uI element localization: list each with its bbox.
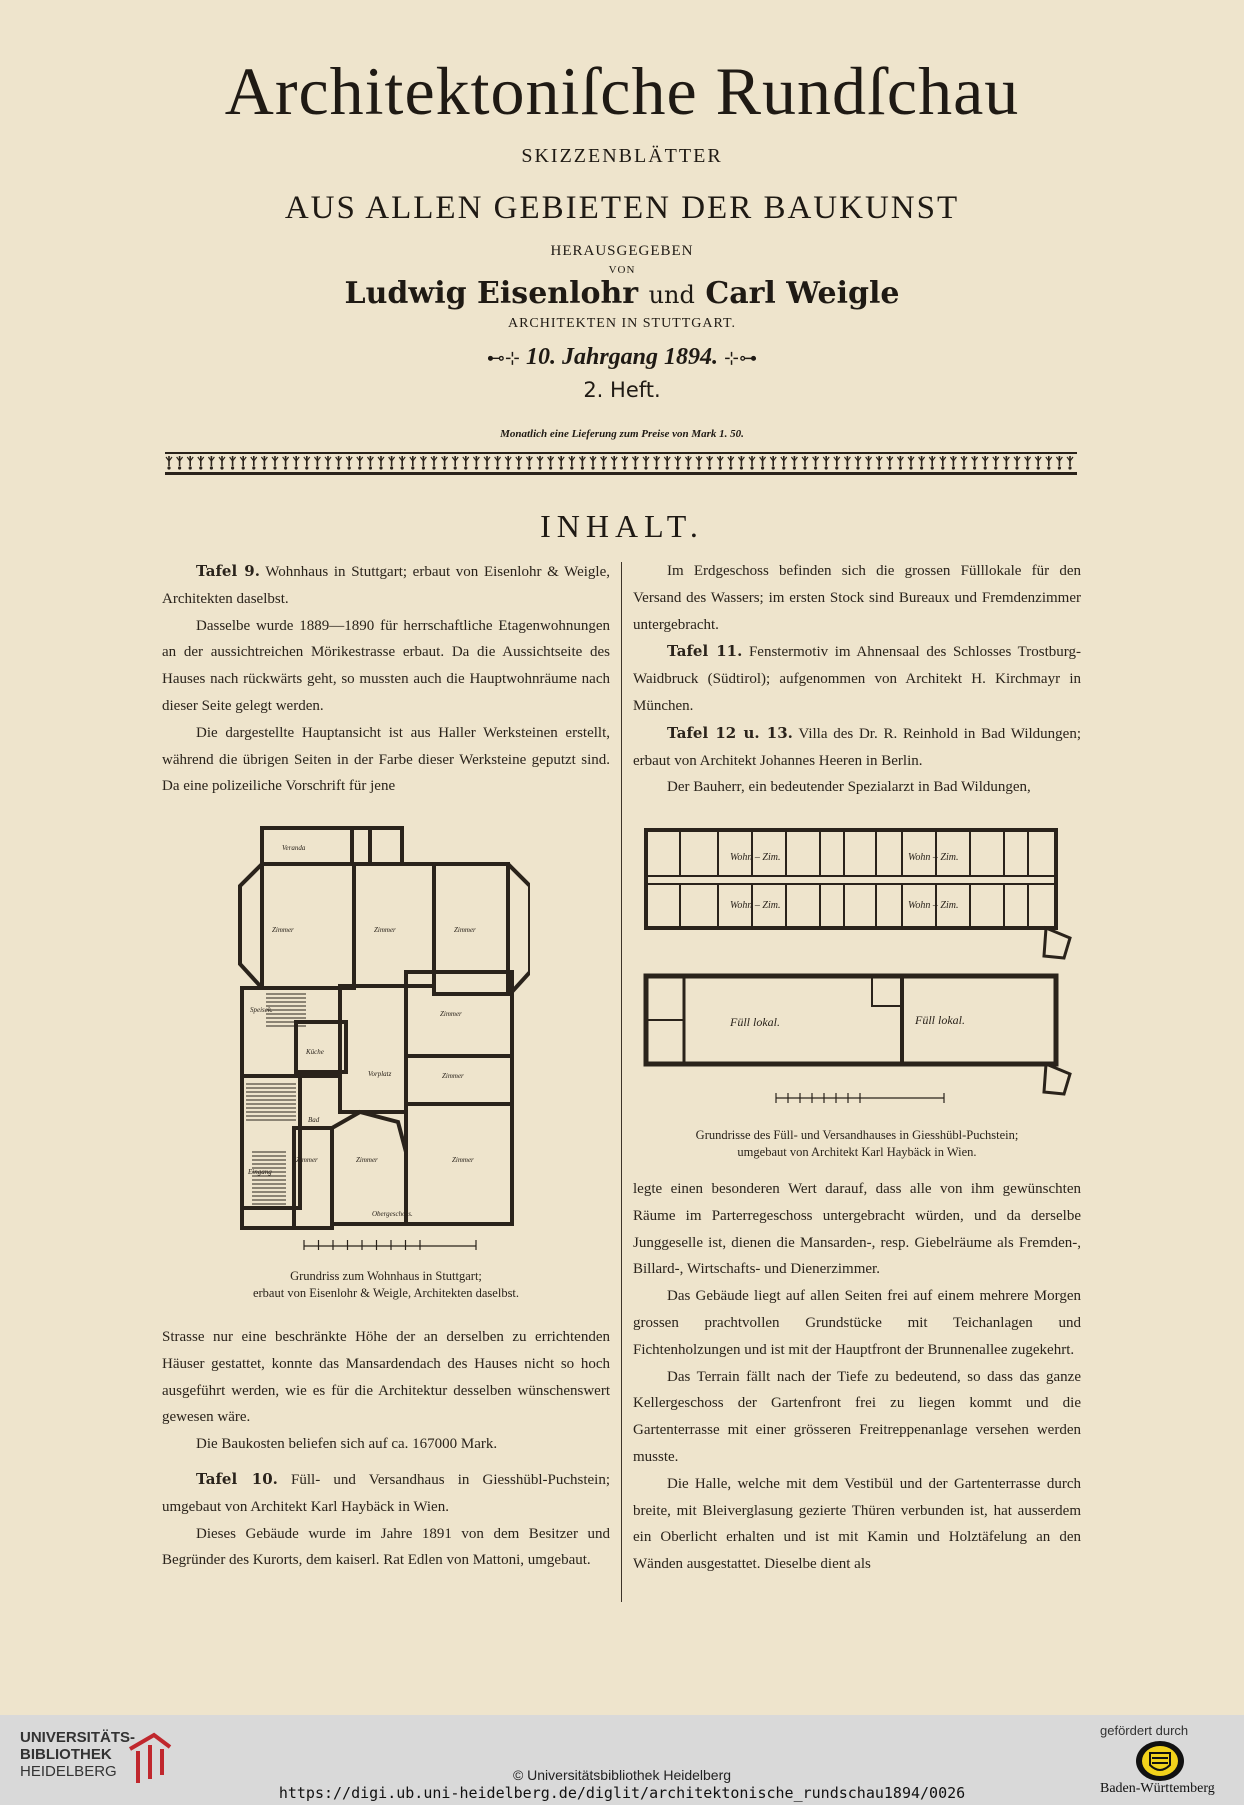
label-zimmer-3: Zimmer xyxy=(454,926,476,934)
left-column-bottom xyxy=(162,1324,610,1574)
tafel-10-text: Füll- und Versandhaus in Giesshübl-Puchstein; umgebaut von Architekt Karl Haybäck in Wien. xyxy=(162,1471,611,1515)
caption-right-line-2: umgebaut von Architekt Karl Haybäck in Wien. xyxy=(737,1145,977,1159)
label-bad: Bad xyxy=(308,1116,320,1124)
floor-plan-versandhaus xyxy=(640,826,1080,1106)
paragraph: Die Baukosten beliefen sich auf ca. 167000 Mark. xyxy=(196,1436,498,1453)
tafel-9-label: Tafel 9. xyxy=(196,562,260,580)
brand-line-3: HEIDELBERG xyxy=(20,1763,117,1780)
volume-year: 10. Jahrgang 1894. xyxy=(525,344,719,370)
label-zimmer-5: Zimmer xyxy=(442,1072,464,1080)
paragraph-tafel-11 xyxy=(633,638,1081,719)
subtitle-skizzenblaetter: SKIZZENBLÄTTER xyxy=(521,145,723,167)
price-note: Monatlich eine Lieferung zum Preise von Mark 1. 50. xyxy=(500,428,744,440)
ornament-left-icon: ⊷⊹ xyxy=(486,348,520,368)
label-fuelllokal-1: Füll lokal. xyxy=(730,1015,780,1029)
ornamental-rule xyxy=(165,452,1077,476)
label-wohn-zim-3: Wohn – Zim. xyxy=(730,900,781,911)
column-divider xyxy=(621,562,622,1602)
label-wohn-zim-4: Wohn – Zim. xyxy=(908,900,959,911)
right-column-bottom xyxy=(633,1176,1081,1578)
copyright-notice: © Universitätsbibliothek Heidelberg xyxy=(512,1767,732,1783)
label-speise: Speisek. xyxy=(250,1006,273,1014)
caption-right xyxy=(633,1127,1081,1161)
paragraph: Der Bauherr, ein bedeutender Spezialarzt in Bad Wildungen, xyxy=(667,779,1031,796)
floor-plan-wohnhaus xyxy=(230,822,530,1250)
caption-left-line-1: Grundriss zum Wohnhaus in Stuttgart; xyxy=(290,1269,482,1283)
label-fuelllokal-2: Füll lokal. xyxy=(915,1013,965,1027)
tafel-10-label: Tafel 10. xyxy=(196,1469,278,1488)
label-veranda: Veranda xyxy=(282,844,306,852)
paragraph: Dasselbe wurde 1889—1890 für herrschaftliche Etagenwohnungen an der aussichtreichen Mörikestrasse erbaut. Da die Aussichtseite des Hauses nach rückwärts geht, so mussten auch die Hauptwohnräume nach dieser Seite gelegt werden. xyxy=(162,617,610,714)
editor-label: HERAUSGEGEBEN xyxy=(550,243,694,259)
brand-line-1: UNIVERSITÄTS- xyxy=(20,1729,136,1746)
paragraph: Das Gebäude liegt auf allen Seiten frei auf einem mehrere Morgen grossen prachtvollen Grundstücke mit Teichanlagen und Fichtenholzungen und ist mit der Hauptfront der Brunnenallee zugekehrt. xyxy=(633,1288,1081,1358)
issue-number: 2. Heft. xyxy=(583,378,661,402)
caption-left-line-2: erbaut von Eisenlohr & Weigle, Architekten daselbst. xyxy=(252,1286,520,1300)
paragraph: Im Erdgeschoss befinden sich die grossen Fülllokale für den Versand des Wassers; im ersten Stock sind Bureaux und Fremdenzimmer untergebracht. xyxy=(633,563,1081,633)
caption-right-line-1: Grundrisse des Füll- und Versandhauses in Giesshübl-Puchstein; xyxy=(695,1128,1019,1142)
label-floor: Obergeschoss. xyxy=(372,1210,413,1218)
subtitle-baukunst: AUS ALLEN GEBIETEN DER BAUKUNST xyxy=(284,190,960,226)
editor-und: und xyxy=(648,281,695,309)
journal-title: Architektoniſche Rundſchau xyxy=(224,53,1020,129)
paragraph-tafel-9 xyxy=(162,558,610,613)
label-kueche: Küche xyxy=(306,1048,324,1056)
footer-bar xyxy=(0,1715,1244,1805)
label-zimmer-2: Zimmer xyxy=(374,926,396,934)
caption-left xyxy=(162,1268,610,1302)
tafel-9-text: Wohnhaus in Stuttgart; erbaut von Eisenlohr & Weigle, Architekten daselbst. xyxy=(162,564,610,607)
ornament-right-icon: ⊹⊶ xyxy=(724,348,758,368)
state-coat-of-arms-icon xyxy=(1134,1739,1186,1783)
label-vorplatz: Vorplatz xyxy=(368,1070,392,1078)
editor-2: Carl Weigle xyxy=(705,276,900,311)
right-column-top xyxy=(633,558,1081,801)
left-column-top xyxy=(162,558,610,800)
page-url[interactable]: https://digi.ub.uni-heidelberg.de/diglit/architektonische_rundschau1894/0026 xyxy=(278,1784,966,1802)
paragraph: Das Terrain fällt nach der Tiefe zu bedeutend, so dass das ganze Kellergeschoss der Gartenfront frei zu liegen kommt und die Gartenterrasse mit einer grösseren Freitreppenanlage versehen werden musste. xyxy=(633,1368,1081,1465)
editor-1: Ludwig Eisenlohr xyxy=(344,276,639,311)
tafel-11-text: Fenstermotiv im Ahnensaal des Schlosses Trostburg-Waidbruck (Südtirol); aufgenommen von Architekt H. Kirchmayr in München. xyxy=(633,644,1081,714)
paragraph-tafel-10 xyxy=(162,1466,610,1521)
label-zimmer-7: Zimmer xyxy=(356,1156,378,1164)
paragraph: Dieses Gebäude wurde im Jahre 1891 von dem Besitzer und Begründer des Kurorts, dem kaiserl. Rat Edlen von Mattoni, umgebaut. xyxy=(162,1525,610,1569)
tafel-11-label: Tafel 11. xyxy=(667,642,743,661)
paragraph: Die dargestellte Hauptansicht ist aus Haller Werksteinen erstellt, während die übrigen Seiten in der Farbe dieser Werksteine geputzt sind. Da eine polizeiliche Vorschrift für jene xyxy=(162,724,610,795)
paragraph: Strasse nur eine beschränkte Höhe der an derselben zu errichtenden Häuser gestattet, konnte das Mansardendach des Hauses nicht so hoch ausgeführt werden, wie es für die Architektur desselben wünschenswert gewesen wäre. xyxy=(162,1329,610,1426)
volume-line xyxy=(0,344,1244,371)
label-zimmer-1: Zimmer xyxy=(272,926,294,934)
paragraph-tafel-12 xyxy=(633,720,1081,775)
label-wohn-zim-1: Wohn – Zim. xyxy=(730,852,781,863)
scale-bar-left xyxy=(304,1240,476,1250)
editor-von: VON xyxy=(608,264,636,276)
label-zimmer-8: Zimmer xyxy=(452,1156,474,1164)
label-eingang: Eingang xyxy=(248,1168,272,1176)
label-zimmer-6: Zimmer xyxy=(296,1156,318,1164)
funded-by-label: gefördert durch xyxy=(1100,1723,1189,1738)
brand-line-2: BIBLIOTHEK xyxy=(20,1746,112,1763)
state-label: Baden-Württemberg xyxy=(1100,1781,1215,1796)
paragraph: Die Halle, welche mit dem Vestibül und der Gartenterrasse durch breite, mit Bleiverglasung gezierte Thüren verbunden ist, hat ausserdem ein Oberlicht erhalten und ist mit Kamin und Holztäfelung an den Wänden ausgestattet. Dieselbe dient als xyxy=(633,1475,1081,1573)
editors xyxy=(0,276,1244,311)
contents-heading: INHALT. xyxy=(540,508,704,544)
scale-bar-right xyxy=(776,1093,944,1103)
paragraph: legte einen besonderen Wert darauf, dass alle von ihm gewünschten Räume im Parterregeschoss untergebracht würden, und da derselbe Junggeselle ist, dienen die Mansarden-, resp. Giebelräume als Fremden-, Billard-, Wirtschafts- und Dienerzimmer. xyxy=(633,1181,1081,1278)
tafel-12-text: Villa des Dr. R. Reinhold in Bad Wildungen; erbaut von Architekt Johannes Heeren in Berlin. xyxy=(633,725,1081,769)
tafel-12-label: Tafel 12 u. 13. xyxy=(667,723,793,742)
label-zimmer-4: Zimmer xyxy=(440,1010,462,1018)
label-wohn-zim-2: Wohn – Zim. xyxy=(908,852,959,863)
editor-role: ARCHITEKTEN IN STUTTGART. xyxy=(507,316,737,331)
